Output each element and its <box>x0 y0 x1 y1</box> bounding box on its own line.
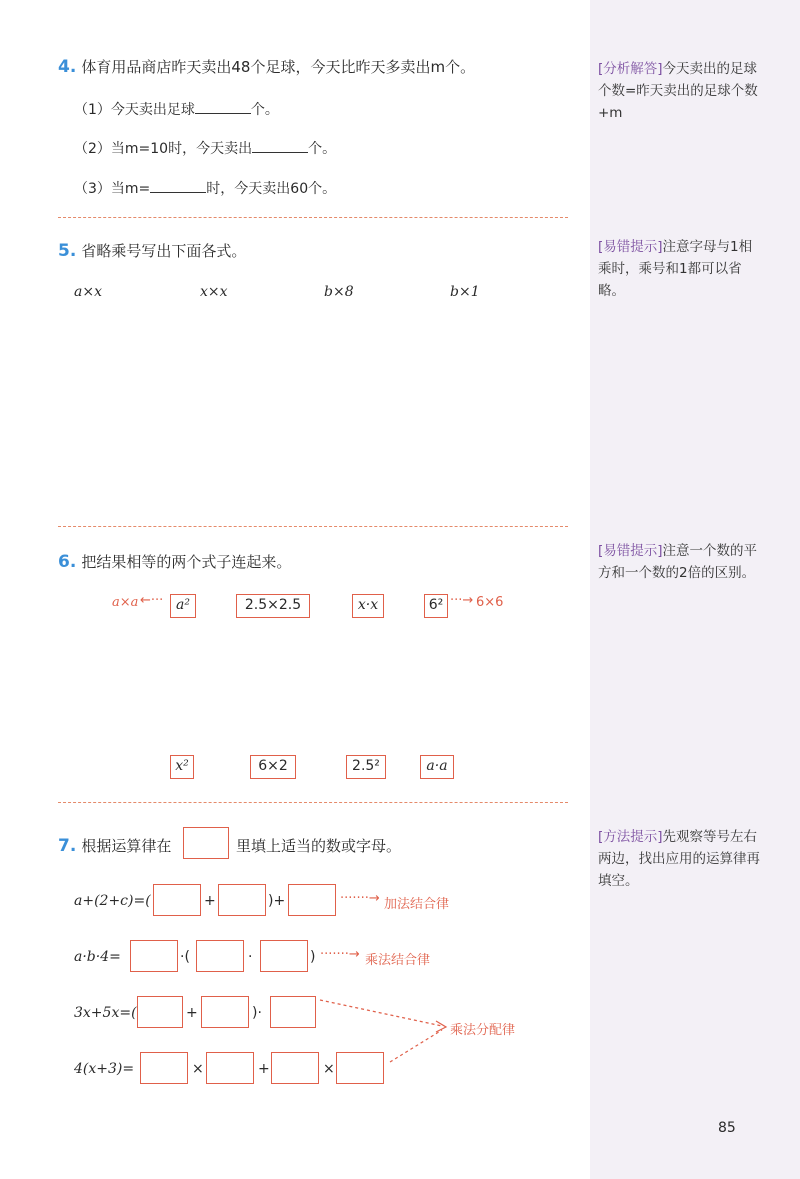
sidebar-note-4 <box>598 826 763 892</box>
q4-part-1 <box>74 99 279 119</box>
operator: · <box>248 949 253 965</box>
match-box-bottom[interactable]: x² <box>170 755 194 779</box>
question-5 <box>58 240 246 261</box>
question-7 <box>58 835 171 856</box>
part-text: （1）今天卖出足球 <box>74 102 195 118</box>
arrow-left-icon: ←··· <box>140 593 164 608</box>
sidebar-note-3 <box>598 540 763 584</box>
operator: × <box>323 1061 335 1077</box>
part-text: （2）当m=10时，今天卖出 <box>74 141 253 157</box>
question-text: 省略乘号写出下面各式。 <box>81 242 247 260</box>
operator: ·( <box>180 949 190 965</box>
law-label: 乘法分配律 <box>450 1023 516 1038</box>
equation-lhs: 4(x+3)= <box>74 1061 135 1077</box>
answer-box[interactable] <box>260 940 308 972</box>
note-tag: [易错提示] <box>598 239 663 255</box>
note-text: 先观察等号左右两边，找出应用的运算律再填空。 <box>598 829 760 889</box>
q4-part-3 <box>74 178 336 198</box>
expression: a×x <box>74 284 102 300</box>
answer-box[interactable] <box>130 940 178 972</box>
section-divider <box>58 802 568 803</box>
question-text: 根据运算律在 <box>81 837 172 855</box>
arrow-line <box>320 1000 442 1026</box>
expression: x×x <box>200 284 228 300</box>
answer-box[interactable] <box>153 884 201 916</box>
hint-right: 6×6 <box>476 595 504 610</box>
operator: + <box>186 1005 198 1021</box>
answer-box[interactable] <box>140 1052 188 1084</box>
match-box-top[interactable]: 2.5×2.5 <box>236 594 310 618</box>
question-4 <box>58 56 475 77</box>
answer-box[interactable] <box>196 940 244 972</box>
match-box-top[interactable]: 6² <box>424 594 448 618</box>
question-text: 把结果相等的两个式子连起来。 <box>81 553 292 571</box>
question-number: 6. <box>58 552 77 572</box>
answer-box[interactable] <box>206 1052 254 1084</box>
sidebar-panel <box>590 0 800 1179</box>
question-number: 4. <box>58 57 77 77</box>
sample-box <box>183 827 229 859</box>
section-divider <box>58 217 568 218</box>
arrow-right-icon: ·······→ <box>340 891 380 906</box>
note-text: 今天卖出的足球个数=昨天卖出的足球个数+m <box>598 61 758 121</box>
part-text: 时，今天卖出60个。 <box>206 181 337 197</box>
equation-lhs: 3x+5x=( <box>74 1005 137 1021</box>
answer-blank[interactable] <box>252 138 308 153</box>
answer-box[interactable] <box>218 884 266 916</box>
part-text: （3）当m= <box>74 181 151 197</box>
operator: + <box>204 893 216 909</box>
operator: )· <box>252 1005 262 1021</box>
question-6 <box>58 551 291 572</box>
section-divider <box>58 526 568 527</box>
match-box-top[interactable]: x·x <box>352 594 384 618</box>
note-tag: [易错提示] <box>598 543 663 559</box>
operator: + <box>258 1061 270 1077</box>
expression: b×8 <box>324 284 354 300</box>
q4-part-2 <box>74 138 336 158</box>
match-box-top[interactable]: a² <box>170 594 196 618</box>
equation-lhs: a·b·4= <box>74 949 121 965</box>
operator: )+ <box>268 893 286 909</box>
law-label: 乘法结合律 <box>365 953 431 968</box>
answer-box[interactable] <box>288 884 336 916</box>
note-text: 注意一个数的平方和一个数的2倍的区别。 <box>598 543 758 581</box>
answer-box[interactable] <box>137 996 183 1028</box>
distributive-arrows <box>300 990 460 1070</box>
question-number: 7. <box>58 836 77 856</box>
arrow-right-icon: ·······→ <box>320 947 360 962</box>
part-text: 个。 <box>250 102 279 118</box>
answer-blank[interactable] <box>195 99 251 114</box>
part-text: 个。 <box>308 141 337 157</box>
sidebar-note-1 <box>598 58 763 124</box>
arrow-right-icon: ···→ <box>450 593 474 608</box>
answer-blank[interactable] <box>150 178 206 193</box>
question-text: 体育用品商店昨天卖出48个足球，今天比昨天多卖出m个。 <box>81 58 476 76</box>
page-number: 85 <box>718 1120 736 1136</box>
hint-left: a×a <box>112 595 139 610</box>
law-label: 加法结合律 <box>384 897 450 912</box>
note-text: 注意字母与1相乘时，乘号和1都可以省略。 <box>598 239 753 299</box>
note-tag: [分析解答] <box>598 61 663 77</box>
operator: × <box>192 1061 204 1077</box>
answer-box[interactable] <box>201 996 249 1028</box>
expression: b×1 <box>450 284 480 300</box>
sidebar-note-2 <box>598 236 763 302</box>
equation-lhs: a+(2+c)=( <box>74 893 151 909</box>
match-box-bottom[interactable]: a·a <box>420 755 454 779</box>
question-number: 5. <box>58 241 77 261</box>
operator: ) <box>310 949 316 965</box>
arrow-line <box>390 1030 442 1062</box>
match-box-bottom[interactable]: 6×2 <box>250 755 296 779</box>
match-box-bottom[interactable]: 2.5² <box>346 755 386 779</box>
question-text-2: 里填上适当的数或字母。 <box>236 837 402 855</box>
note-tag: [方法提示] <box>598 829 663 845</box>
